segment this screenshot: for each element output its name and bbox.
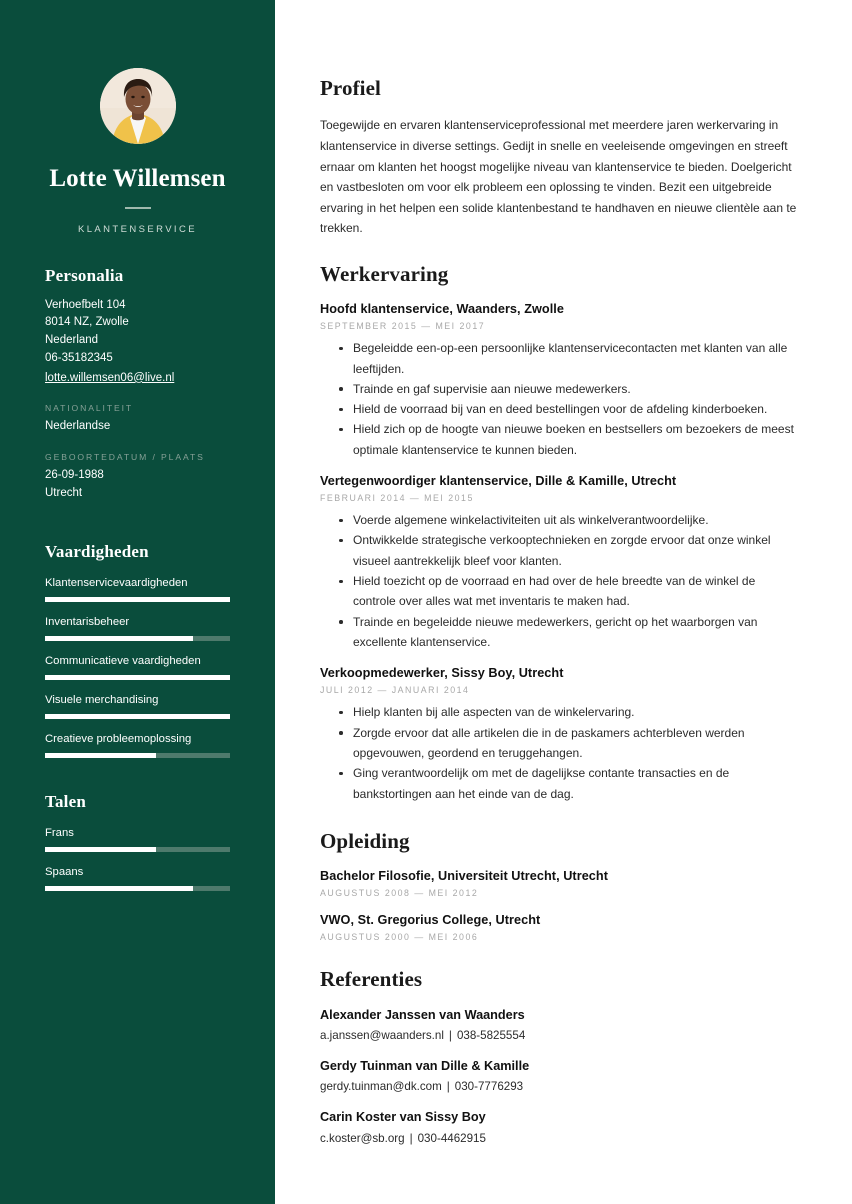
portrait-photo-icon [100, 68, 176, 144]
skill-bar-fill [45, 675, 230, 680]
section-heading-personalia: Personalia [45, 265, 124, 285]
reference-name: Carin Koster van Sissy Boy [320, 1110, 486, 1125]
section-heading-skills: Vaardigheden [45, 541, 149, 561]
experience-bullet: Ging verantwoordelijk om met de dagelijkse contante transacties en de bankstortingen aan het einde van de dag. [353, 763, 800, 804]
experience-date-range: JULI 2012 — JANUARI 2014 [320, 685, 470, 696]
language-label: Spaans [45, 865, 84, 878]
nationality-label: NATIONALITEIT [45, 403, 134, 414]
language-bar-fill [45, 886, 193, 891]
skill-item [45, 732, 230, 758]
reference-separator: | [446, 1080, 450, 1094]
skill-bar-fill [45, 597, 230, 602]
skill-item [45, 576, 230, 602]
section-heading-languages: Talen [45, 791, 87, 811]
skill-label: Inventarisbeheer [45, 615, 130, 628]
main-content [275, 0, 852, 1204]
personal-details-list [45, 297, 230, 503]
experience-date-range: SEPTEMBER 2015 — MEI 2017 [320, 321, 486, 332]
experience-bullet: Zorgde ervoor dat alle artikelen die in de paskamers achterbleven werden opgevouwen, geordend en teruggehangen. [353, 723, 800, 764]
education-list [320, 868, 800, 942]
experience-entry [320, 301, 800, 460]
experience-bullet: Begeleidde een-op-een persoonlijke klantenservicecontacten met klanten van alle leeftijden. [353, 338, 800, 379]
phone-number: 06-35182345 [45, 351, 113, 364]
education-date-range: AUGUSTUS 2000 — MEI 2006 [320, 932, 479, 943]
experience-date-range: FEBRUARI 2014 — MEI 2015 [320, 493, 474, 504]
reference-phone: 030-4462915 [417, 1131, 486, 1145]
birthdate-value: 26-09-1988 [45, 469, 104, 482]
experience-bullet: Voerde algemene winkelactiviteiten uit als winkelverantwoordelijke. [353, 510, 800, 530]
education-entry [320, 912, 800, 942]
nationality-value: Nederlandse [45, 420, 111, 433]
profile-summary-text: Toegewijde en ervaren klantenserviceprofessional met meerdere jaren werkervaring in klantenservice in diverse settings. Gedijt in snelle en veeleisende omgevingen en streeft ernaar om klanten het hoogst mogelijke niveau van klantenservice te bieden. Doelgericht en vastbesloten om voor elk probleem een oplossing te vinden. Bezit een uitgebreide ervaring in het helpen een solide klantenbestand te handhaven en nieuwe clientèle aan te trekken. [320, 118, 797, 236]
experience-bullet: Hield toezicht op de voorraad en had over de hele breedte van de winkel de controle over alles wat met inventaris te maken had. [353, 571, 800, 612]
references-list [320, 1007, 800, 1147]
skill-item [45, 615, 230, 641]
birthplace-value: Utrecht [45, 487, 83, 500]
skill-bar [45, 675, 230, 680]
experience-bullet: Trainde en begeleidde nieuwe medewerkers, gericht op het waarborgen van excellente klantenservice. [353, 612, 800, 653]
skill-bar-fill [45, 714, 230, 719]
education-degree-title: VWO, St. Gregorius College, Utrecht [320, 913, 541, 928]
skill-label: Visuele merchandising [45, 693, 159, 706]
experience-bullet-list [320, 338, 800, 460]
experience-entry [320, 473, 800, 652]
language-bar [45, 886, 230, 891]
reference-phone: 038-5825554 [456, 1028, 526, 1042]
candidate-name: Lotte Willemsen [49, 165, 226, 192]
reference-contact [320, 1028, 800, 1044]
reference-contact [320, 1079, 800, 1095]
education-degree-title: Bachelor Filosofie, Universiteit Utrecht, Utrecht [320, 869, 608, 884]
reference-entry [320, 1109, 800, 1146]
experience-bullet: Hield de voorraad bij van en deed bestellingen voor de afdeling kinderboeken. [353, 399, 800, 419]
language-label: Frans [45, 826, 74, 839]
reference-separator: | [409, 1131, 413, 1145]
avatar-wrapper [45, 68, 230, 144]
reference-name: Gerdy Tuinman van Dille & Kamille [320, 1059, 530, 1074]
language-item [45, 826, 230, 852]
email-link[interactable]: lotte.willemsen06@live.nl [45, 371, 175, 384]
address-line-2: 8014 NZ, Zwolle [45, 316, 129, 329]
sidebar [0, 0, 275, 1204]
languages-list [45, 826, 230, 891]
skill-bar [45, 636, 230, 641]
section-heading-experience: Werkervaring [320, 261, 449, 286]
skill-bar [45, 597, 230, 602]
address-line-1: Verhoefbelt 104 [45, 298, 126, 311]
reference-name: Alexander Janssen van Waanders [320, 1007, 525, 1022]
language-bar [45, 847, 230, 852]
reference-entry [320, 1007, 800, 1044]
skill-label: Communicatieve vaardigheden [45, 654, 201, 667]
experience-list [320, 301, 800, 804]
experience-bullet: Ontwikkelde strategische verkooptechnieken en zorgde ervoor dat onze winkel visueel aantrekkelijk bleef voor klanten. [353, 530, 800, 571]
name-divider [125, 207, 151, 209]
experience-bullet-list [320, 510, 800, 652]
reference-entry [320, 1058, 800, 1095]
reference-contact [320, 1131, 800, 1147]
experience-bullet: Hielp klanten bij alle aspecten van de winkelervaring. [353, 702, 800, 722]
experience-job-title: Verkoopmedewerker, Sissy Boy, Utrecht [320, 666, 564, 681]
education-entry [320, 868, 800, 898]
avatar [100, 68, 176, 144]
language-item [45, 865, 230, 891]
experience-bullet-list [320, 702, 800, 803]
skill-bar [45, 714, 230, 719]
skill-label: Creatieve probleemoplossing [45, 732, 192, 745]
reference-separator: | [448, 1028, 452, 1042]
section-heading-profile: Profiel [320, 76, 381, 101]
language-bar-fill [45, 847, 156, 852]
experience-job-title: Vertegenwoordiger klantenservice, Dille & Kamille, Utrecht [320, 474, 677, 489]
reference-email[interactable]: gerdy.tuinman@dk.com [320, 1080, 442, 1094]
reference-email[interactable]: a.janssen@waanders.nl [320, 1028, 444, 1042]
country: Nederland [45, 334, 99, 347]
experience-bullet: Hield zich op de hoogte van nieuwe boeken en bestsellers om bezoekers de meest optimale klantenservice te kunnen bieden. [353, 419, 800, 460]
skill-bar-fill [45, 636, 193, 641]
section-heading-references: Referenties [320, 967, 423, 992]
skill-bar-fill [45, 753, 156, 758]
skill-item [45, 693, 230, 719]
candidate-role: KLANTENSERVICE [78, 223, 197, 235]
skill-bar [45, 753, 230, 758]
experience-entry [320, 665, 800, 804]
birthdate-label: GEBOORTEDATUM / PLAATS [45, 452, 205, 463]
experience-job-title: Hoofd klantenservice, Waanders, Zwolle [320, 302, 564, 317]
skill-item [45, 654, 230, 680]
experience-bullet: Trainde en gaf supervisie aan nieuwe medewerkers. [353, 379, 800, 399]
skill-label: Klantenservicevaardigheden [45, 576, 188, 589]
reference-email[interactable]: c.koster@sb.org [320, 1131, 405, 1145]
reference-phone: 030-7776293 [454, 1080, 524, 1094]
education-date-range: AUGUSTUS 2008 — MEI 2012 [320, 888, 479, 899]
section-heading-education: Opleiding [320, 828, 410, 853]
skills-list [45, 576, 230, 758]
